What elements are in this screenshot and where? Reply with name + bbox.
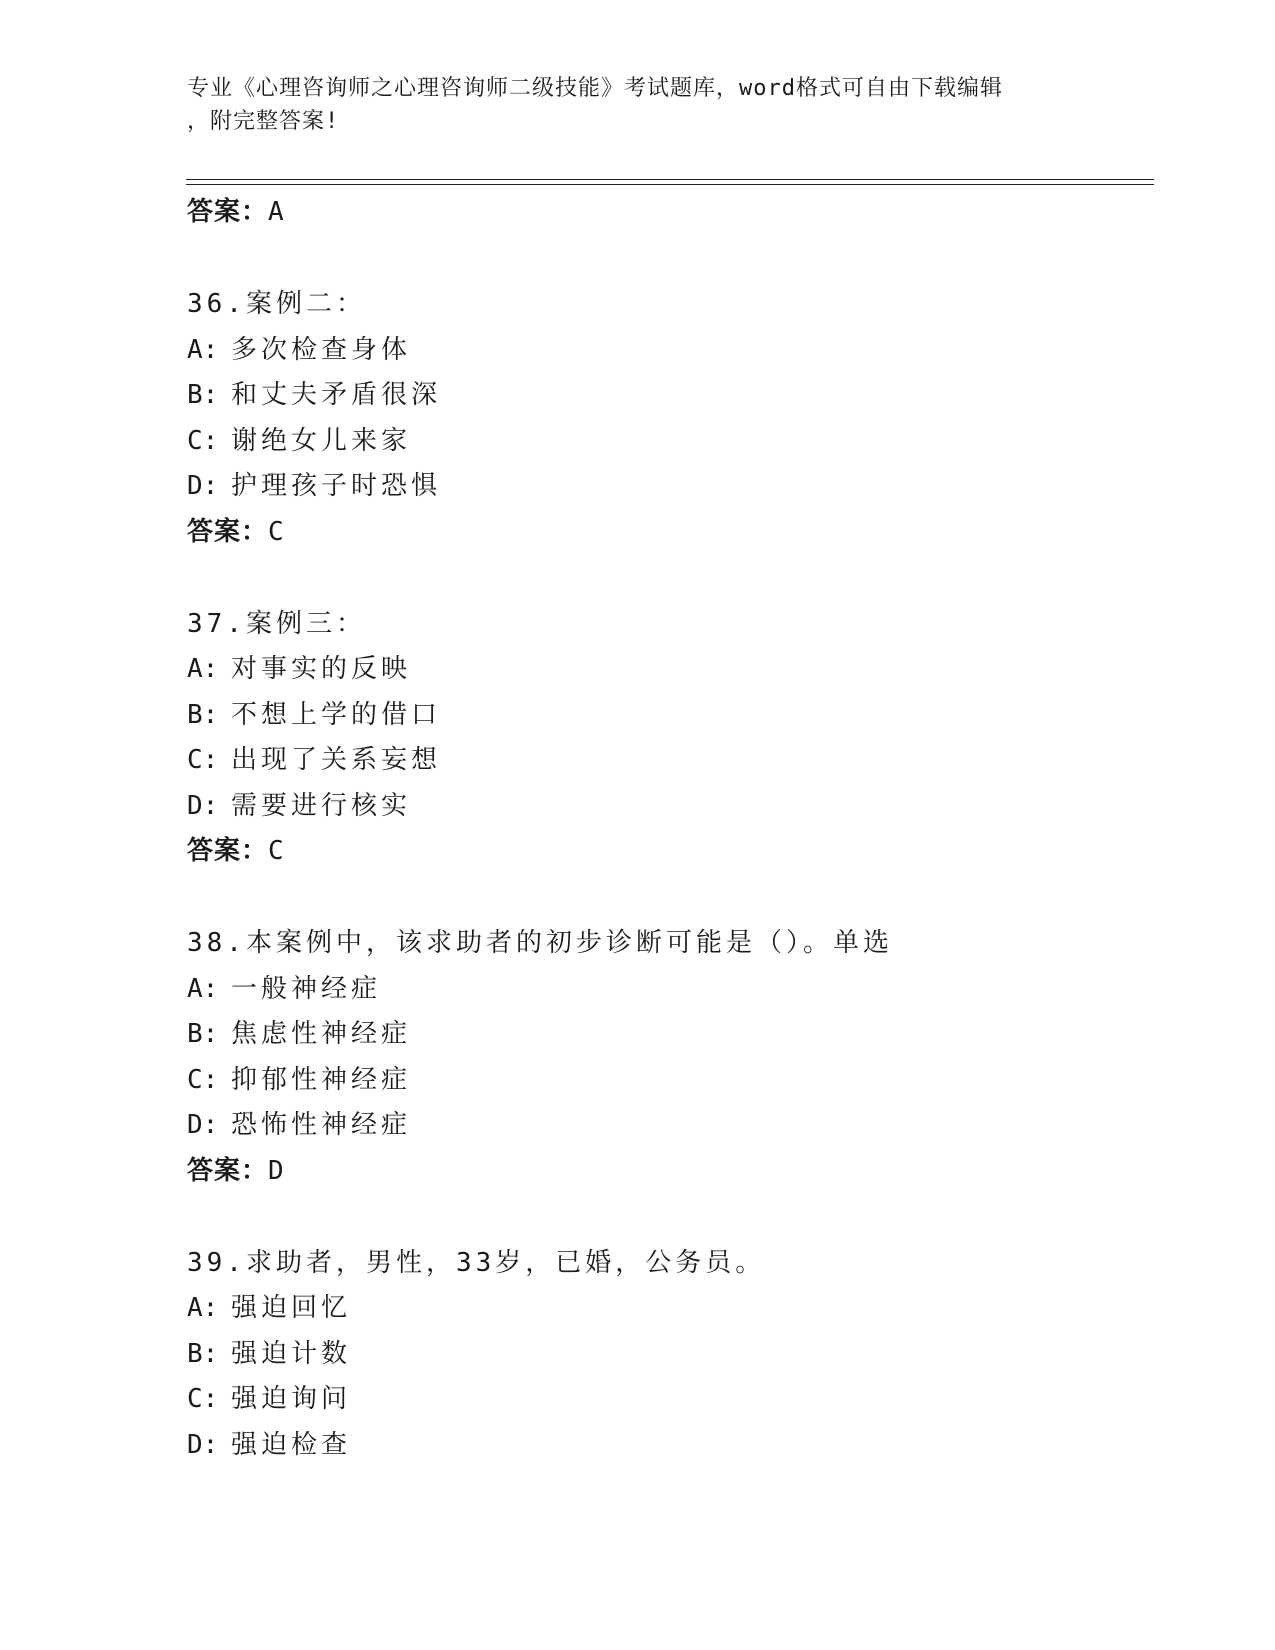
- option-key: A:: [187, 1293, 219, 1323]
- option-text: 不想上学的借口: [231, 699, 442, 730]
- option-d: [187, 464, 1147, 510]
- question-stem: [187, 921, 1147, 967]
- option-text: 恐怖性神经症: [231, 1110, 412, 1140]
- question-list: [187, 190, 1147, 1468]
- option-text: 谢绝女儿来家: [231, 425, 412, 456]
- answer-line: [187, 190, 1147, 234]
- option-key: A:: [187, 334, 219, 365]
- option-text: 焦虑性神经症: [231, 1019, 412, 1049]
- answer-value: A: [268, 197, 285, 227]
- question-number: 36.: [187, 289, 246, 319]
- answer-line: [187, 510, 1147, 554]
- option-key: D:: [187, 1429, 219, 1460]
- option-b: [187, 693, 1147, 739]
- question-stem: [187, 1241, 1147, 1287]
- question-text: 本案例中，该求助者的初步诊断可能是（）。单选: [245, 928, 893, 958]
- option-text: 强迫回忆: [231, 1293, 352, 1323]
- option-a: [187, 328, 1147, 374]
- option-text: 护理孩子时恐惧: [231, 471, 442, 501]
- question-text: 求助者，男性，33岁，已婚，公务员。: [245, 1247, 766, 1278]
- header-line-2: ，附完整答案!: [187, 109, 340, 134]
- option-c: [187, 1058, 1147, 1104]
- option-key: D:: [187, 471, 219, 501]
- spacer: [187, 554, 1147, 602]
- answer-label: 答案：: [187, 1155, 269, 1186]
- question-block: [187, 602, 1147, 874]
- option-text: 和丈夫矛盾很深: [231, 380, 442, 410]
- option-c: [187, 738, 1147, 784]
- question-number: 39.: [187, 1247, 246, 1278]
- option-b: [187, 373, 1147, 419]
- document-header: [187, 72, 1067, 138]
- option-key: B:: [187, 1019, 219, 1049]
- option-text: 抑郁性神经症: [231, 1064, 412, 1095]
- option-text: 多次检查身体: [231, 334, 412, 365]
- option-a: [187, 647, 1147, 693]
- answer-label: 答案：: [187, 836, 269, 866]
- option-d: [187, 1423, 1147, 1469]
- header-line-1: 专业《心理咨询师之心理咨询师二级技能》考试题库，word格式可自由下载编辑: [187, 76, 1003, 101]
- option-a: [187, 967, 1147, 1013]
- option-text: 一般神经症: [231, 973, 382, 1004]
- answer-value: C: [268, 836, 285, 866]
- option-key: C:: [187, 1384, 219, 1414]
- spacer: [187, 234, 1147, 282]
- option-key: C:: [187, 425, 219, 456]
- option-c: [187, 1377, 1147, 1423]
- header-rule-top: [186, 179, 1154, 180]
- option-b: [187, 1332, 1147, 1378]
- option-key: C:: [187, 1064, 219, 1095]
- question-stem: [187, 282, 1147, 328]
- option-key: B:: [187, 380, 219, 410]
- option-key: D:: [187, 1110, 219, 1140]
- spacer: [187, 1193, 1147, 1241]
- option-key: C:: [187, 745, 219, 775]
- option-a: [187, 1286, 1147, 1332]
- option-text: 强迫询问: [231, 1384, 352, 1414]
- option-text: 出现了关系妄想: [231, 745, 442, 775]
- option-key: A:: [187, 973, 219, 1004]
- question-stem: [187, 602, 1147, 648]
- answer-label: 答案：: [187, 516, 269, 547]
- option-text: 需要进行核实: [231, 790, 412, 821]
- answer-label: 答案：: [187, 197, 269, 227]
- question-number: 38.: [187, 928, 246, 958]
- option-key: D:: [187, 790, 219, 821]
- question-block: [187, 282, 1147, 554]
- option-text: 强迫计数: [231, 1338, 352, 1369]
- option-key: B:: [187, 1338, 219, 1369]
- answer-line: [187, 1149, 1147, 1193]
- question-block: [187, 921, 1147, 1193]
- option-text: 强迫检查: [231, 1429, 352, 1460]
- answer-value: D: [268, 1155, 285, 1186]
- answer-line: [187, 829, 1147, 873]
- question-text: 案例二：: [245, 289, 366, 319]
- answer-value: C: [268, 516, 285, 547]
- option-b: [187, 1012, 1147, 1058]
- option-d: [187, 1103, 1147, 1149]
- option-key: A:: [187, 654, 219, 684]
- question-number: 37.: [187, 608, 246, 639]
- option-c: [187, 419, 1147, 465]
- header-rule-bottom: [186, 184, 1154, 185]
- option-text: 对事实的反映: [231, 654, 412, 684]
- question-block: [187, 1241, 1147, 1469]
- option-key: B:: [187, 699, 219, 730]
- spacer: [187, 873, 1147, 921]
- question-text: 案例三：: [245, 608, 366, 639]
- option-d: [187, 784, 1147, 830]
